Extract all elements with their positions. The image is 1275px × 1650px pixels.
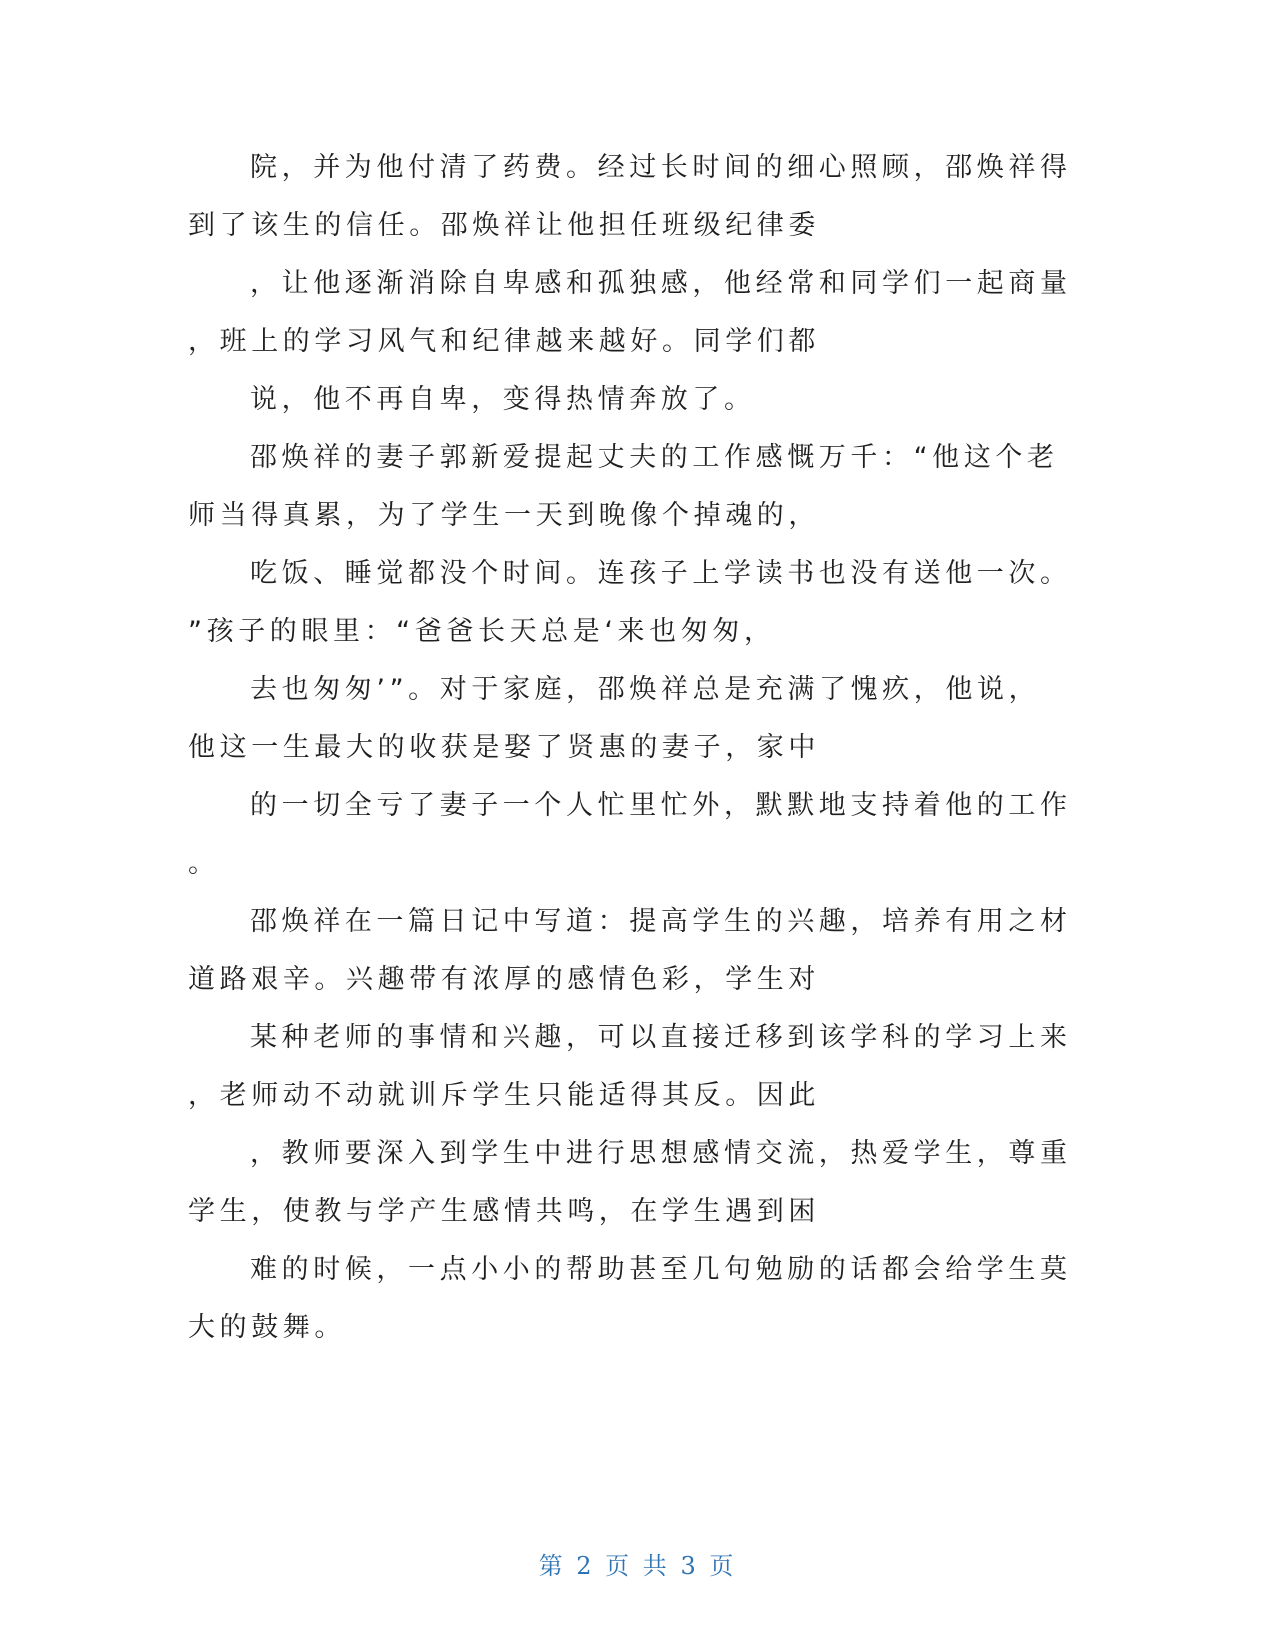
- text-line: 去也匆匆’”。对于家庭，邵焕祥总是充满了愧疚，他说，: [250, 674, 1041, 705]
- text-line: 某种老师的事情和兴趣，可以直接迁移到该学科的学习上来: [250, 1022, 1072, 1053]
- text-line: 难的时候，一点小小的帮助甚至几句勉励的话都会给学生莫: [250, 1254, 1072, 1285]
- text-line: ，教师要深入到学生中进行思想感情交流，热爱学生，尊重: [250, 1138, 1072, 1169]
- text-line: 邵焕祥的妻子郭新爱提起丈夫的工作感慨万千：“他这个老: [250, 442, 1059, 473]
- text-line: 说，他不再自卑，变得热情奔放了。: [250, 384, 756, 415]
- text-line: 邵焕祥在一篇日记中写道：提高学生的兴趣，培养有用之材: [250, 906, 1072, 937]
- text-line: 院，并为他付清了药费。经过长时间的细心照顾，邵焕祥得: [250, 152, 1072, 183]
- text-line: ，老师动不动就训斥学生只能适得其反。因此: [188, 1080, 820, 1111]
- text-line: 他这一生最大的收获是娶了贤惠的妻子，家中: [188, 732, 820, 763]
- text-line: 。: [188, 848, 220, 879]
- text-line: ”孩子的眼里：“爸爸长天总是‘来也匆匆，: [188, 616, 776, 647]
- text-line: ，班上的学习风气和纪律越来越好。同学们都: [188, 326, 820, 357]
- text-line: 大的鼓舞。: [188, 1312, 346, 1343]
- text-line: 吃饭、睡觉都没个时间。连孩子上学读书也没有送他一次。: [250, 558, 1072, 589]
- page-number-footer: 第 2 页 共 3 页: [538, 1552, 737, 1580]
- text-line: 道路艰辛。兴趣带有浓厚的感情色彩，学生对: [188, 964, 820, 995]
- text-line: 的一切全亏了妻子一个人忙里忙外，默默地支持着他的工作: [250, 790, 1072, 821]
- text-line: 到了该生的信任。邵焕祥让他担任班级纪律委: [188, 210, 820, 241]
- text-line: ，让他逐渐消除自卑感和孤独感，他经常和同学们一起商量: [250, 268, 1072, 299]
- text-line: 学生，使教与学产生感情共鸣，在学生遇到困: [188, 1196, 820, 1227]
- text-line: 师当得真累，为了学生一天到晚像个掉魂的，: [188, 500, 820, 531]
